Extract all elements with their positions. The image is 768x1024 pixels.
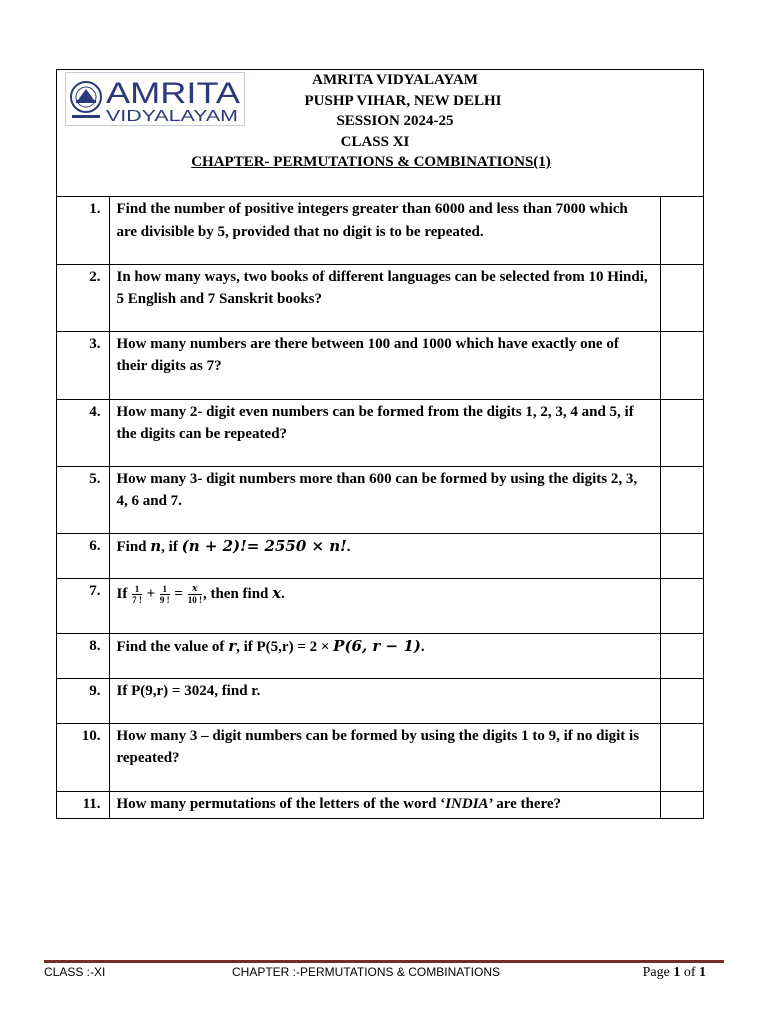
question-row (57, 678, 703, 723)
worksheet-header (57, 70, 703, 197)
page-number: Page 1 of 1 (642, 965, 706, 980)
footer-chapter: CHAPTER :-PERMUTATIONS & COMBINATIONS (232, 965, 501, 979)
question-row (57, 578, 703, 633)
question-text: How many 3- digit numbers more than 600 can be formed by using the digits 2, 3, 4, 6 and 7. (109, 466, 661, 533)
question-text: How many numbers are there between 100 and 1000 which have exactly one of their digits as 7? (109, 331, 661, 399)
question-text: How many 2- digit even numbers can be formed from the digits 1, 2, 3, 4 and 5, if the digits can be repeated? (109, 399, 661, 466)
question-row (57, 399, 703, 466)
marks-cell (661, 197, 704, 264)
marks-cell (661, 533, 704, 578)
question-number: 4. (57, 399, 109, 466)
formula: P(6, r − 1) (333, 636, 421, 655)
questions-table (57, 197, 703, 818)
question-row (57, 633, 703, 678)
class-label: CLASS XI (340, 133, 410, 150)
marks-cell (661, 331, 704, 399)
question-number: 7. (57, 578, 109, 633)
question-number: 2. (57, 264, 109, 331)
question-row (57, 466, 703, 533)
fraction: $\frac{1}{7 !}$ (132, 583, 142, 605)
marks-cell (661, 264, 704, 331)
question-text: Find the value of r, if P(5,r) = 2 × P(6, r − 1). (109, 633, 661, 678)
marks-cell (661, 723, 704, 791)
marks-cell (661, 633, 704, 678)
footer-rule (44, 960, 724, 963)
question-row (57, 264, 703, 331)
logo-subword: VIDYALAYAM (106, 108, 238, 125)
marks-cell (661, 399, 704, 466)
fraction: $\frac{x}{10 !}$ (187, 583, 202, 605)
question-number: 3. (57, 331, 109, 399)
question-text: In how many ways, two books of different languages can be selected from 10 Hindi, 5 English and 7 Sanskrit books? (109, 264, 661, 331)
footer-class: CLASS :-XI (44, 965, 106, 979)
worksheet (56, 69, 704, 819)
question-number: 11. (57, 791, 109, 818)
logo-word: AMRITA (106, 77, 240, 110)
question-number: 10. (57, 723, 109, 791)
question-row (57, 533, 703, 578)
school-address: PUSHP VIHAR, NEW DELHI (304, 92, 502, 109)
question-number: 6. (57, 533, 109, 578)
marks-cell (661, 678, 704, 723)
session: SESSION 2024-25 (336, 113, 454, 129)
question-number: 5. (57, 466, 109, 533)
marks-cell (661, 466, 704, 533)
marks-cell (661, 578, 704, 633)
formula: (n + 2)!= 2550 × n! (181, 536, 347, 555)
question-number: 1. (57, 197, 109, 264)
question-text: Find n, if (n + 2)!= 2550 × n!. (109, 533, 661, 578)
question-number: 9. (57, 678, 109, 723)
question-text: How many 3 – digit numbers can be formed by using the digits 1 to 9, if no digit is repeated? (109, 723, 661, 791)
question-text: Find the number of positive integers greater than 6000 and less than 7000 which are divisible by 5, provided that no digit is to be repeated. (109, 197, 661, 264)
question-text: How many permutations of the letters of the word ‘INDIA’ are there? (109, 791, 661, 818)
question-row (57, 197, 703, 264)
fraction: $\frac{1}{9 !}$ (159, 583, 170, 605)
question-row (57, 791, 703, 818)
chapter-title: CHAPTER- PERMUTATIONS & COMBINATIONS(1) (191, 154, 551, 170)
question-number: 8. (57, 633, 109, 678)
question-text: If $\frac{1}{7 !}$ + $\frac{1}{9 !}$ = $\frac{x}{10 !}$ , then find x. (109, 578, 661, 633)
question-row (57, 723, 703, 791)
school-name: AMRITA VIDYALAYAM (312, 72, 478, 88)
question-row (57, 331, 703, 399)
marks-cell (661, 791, 704, 818)
question-text: If P(9,r) = 3024, find r. (109, 678, 661, 723)
